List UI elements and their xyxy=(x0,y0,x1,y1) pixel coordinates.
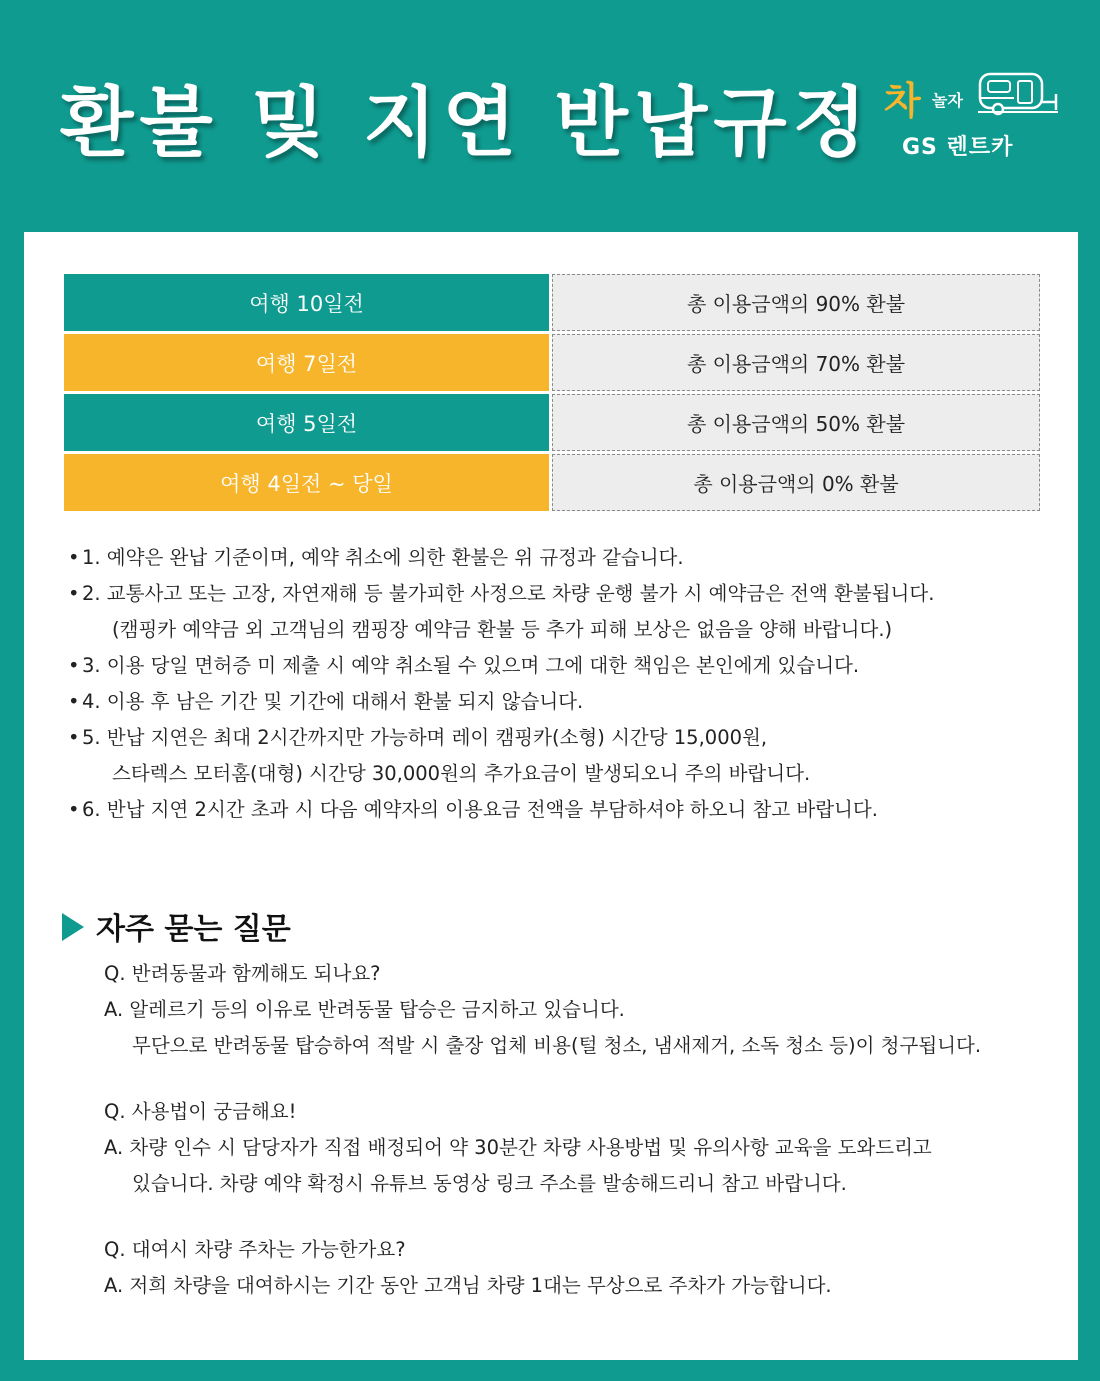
bullet-icon: • xyxy=(68,726,80,749)
faq-item xyxy=(104,956,1054,1064)
faq-item xyxy=(104,1232,1054,1304)
refund-row xyxy=(64,394,1040,451)
logo-nolja-text: 놀자 xyxy=(932,91,963,110)
faq-item xyxy=(104,1094,1054,1202)
rule-text: 6. 반납 지연 2시간 초과 시 다음 예약자의 이용요금 전액을 부담하셔야 하오니 참고 바랍니다. xyxy=(82,798,878,821)
triangle-right-icon xyxy=(62,913,84,941)
refund-period: 여행 7일전 xyxy=(64,334,549,391)
rules-list xyxy=(68,540,1058,828)
logo-brand-text: GS 렌트카 xyxy=(902,135,1014,160)
faq-title: 자주 묻는 질문 xyxy=(96,912,291,947)
bullet-icon: • xyxy=(68,546,80,569)
rule-text: 2. 교통사고 또는 고장, 자연재해 등 불가피한 사정으로 차량 운행 불가 시 예약금은 전액 환불됩니다. xyxy=(82,582,935,605)
rule-text-continued: (캠핑카 예약금 외 고객님의 캠핑장 예약금 환불 등 추가 피해 보상은 없음을 양해 바랍니다.) xyxy=(112,618,893,641)
faq-answer: A. 저희 차량을 대여하시는 기간 동안 고객님 차량 1대는 무상으로 주차가 가능합니다. xyxy=(104,1274,832,1297)
header xyxy=(0,0,1100,232)
rule-item xyxy=(68,684,1058,720)
refund-amount: 총 이용금액의 90% 환불 xyxy=(552,274,1040,331)
rule-text: 1. 예약은 완납 기준이며, 예약 취소에 의한 환불은 위 규정과 같습니다. xyxy=(82,546,684,569)
refund-row xyxy=(64,454,1040,511)
refund-table xyxy=(64,274,1040,514)
faq-answer-continued: 있습니다. 차량 예약 확정시 유튜브 동영상 링크 주소를 발송해드리니 참고 바랍니다. xyxy=(132,1172,847,1195)
rule-text: 3. 이용 당일 면허증 미 제출 시 예약 취소될 수 있으며 그에 대한 책임은 본인에게 있습니다. xyxy=(82,654,860,677)
rule-item xyxy=(68,540,1058,576)
bullet-icon: • xyxy=(68,582,80,605)
faq-answer-continued: 무단으로 반려동물 탑승하여 적발 시 출장 업체 비용(털 청소, 냄새제거, 소독 청소 등)이 청구됩니다. xyxy=(132,1034,982,1057)
refund-row xyxy=(64,274,1040,331)
refund-period: 여행 5일전 xyxy=(64,394,549,451)
page-title: 환불 및 지연 반납규정 xyxy=(60,78,873,167)
rule-text: 5. 반납 지연은 최대 2시간까지만 가능하며 레이 캠핑카(소형) 시간당 15,000원, xyxy=(82,726,768,749)
faq-list xyxy=(104,956,1054,1334)
bullet-icon: • xyxy=(68,798,80,821)
content-panel xyxy=(24,232,1078,1360)
refund-amount: 총 이용금액의 70% 환불 xyxy=(552,334,1040,391)
rule-item xyxy=(68,648,1058,684)
refund-amount: 총 이용금액의 0% 환불 xyxy=(552,454,1040,511)
refund-period: 여행 4일전 ~ 당일 xyxy=(64,454,549,511)
rule-item xyxy=(68,576,1058,648)
rule-text: 4. 이용 후 남은 기간 및 기간에 대해서 환불 되지 않습니다. xyxy=(82,690,584,713)
camper-car-icon xyxy=(976,72,1060,118)
rule-item xyxy=(68,792,1058,828)
refund-amount: 총 이용금액의 50% 환불 xyxy=(552,394,1040,451)
faq-question: Q. 사용법이 궁금해요! xyxy=(104,1100,297,1123)
rule-text-continued: 스타렉스 모터홈(대형) 시간당 30,000원의 추가요금이 발생되오니 주의 바랍니다. xyxy=(112,762,811,785)
bullet-icon: • xyxy=(68,654,80,677)
faq-answer: A. 알레르기 등의 이유로 반려동물 탑승은 금지하고 있습니다. xyxy=(104,998,625,1021)
faq-answer: A. 차량 인수 시 담당자가 직접 배정되어 약 30분간 차량 사용방법 및 유의사항 교육을 도와드리고 xyxy=(104,1136,932,1159)
rule-item xyxy=(68,720,1058,792)
faq-question: Q. 반려동물과 함께해도 되나요? xyxy=(104,962,381,985)
refund-period: 여행 10일전 xyxy=(64,274,549,331)
bullet-icon: • xyxy=(68,690,80,713)
faq-question: Q. 대여시 차량 주차는 가능한가요? xyxy=(104,1238,406,1261)
logo-cha-text: 차 xyxy=(884,79,921,123)
refund-row xyxy=(64,334,1040,391)
brand-logo xyxy=(880,70,1060,160)
